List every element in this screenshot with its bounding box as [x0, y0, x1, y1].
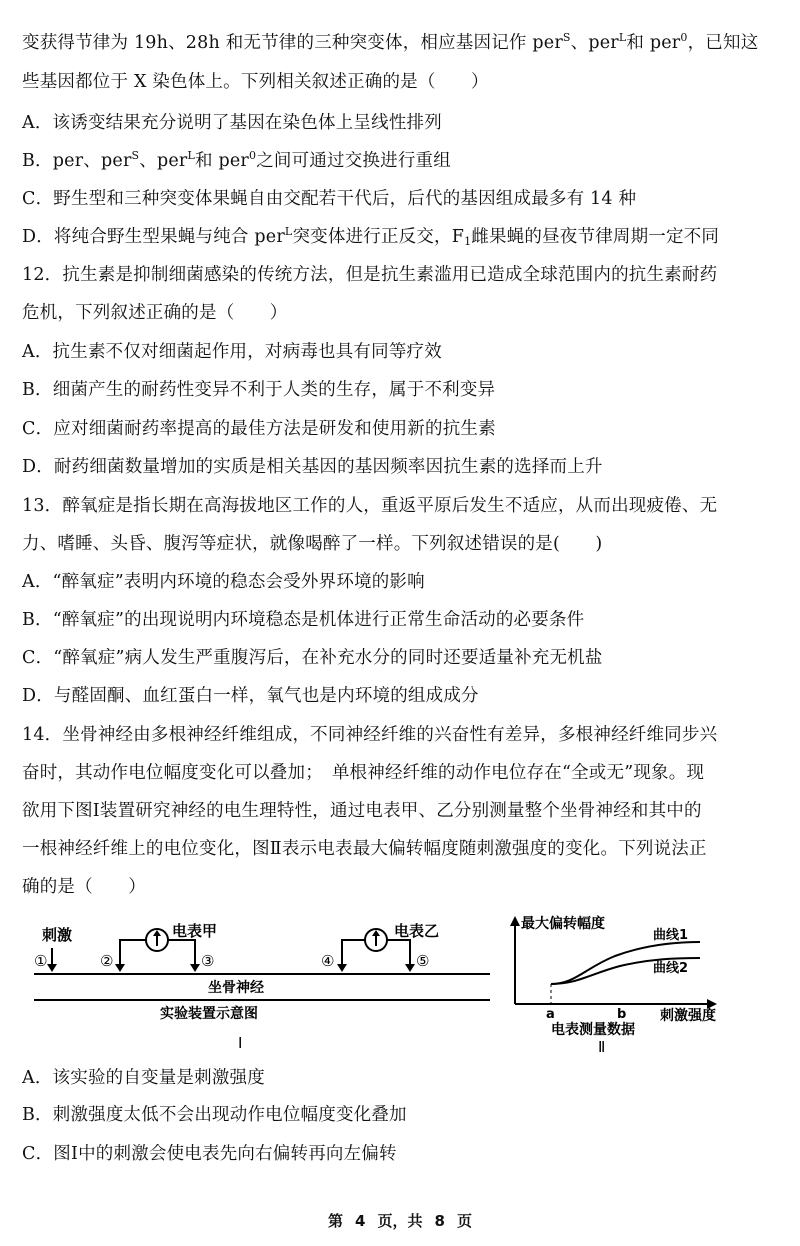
point-1: ①	[34, 952, 48, 970]
q11-line-1: 变获得节律为 19h、28h 和无节律的三种突变体，相应基因记作 per$^S$、per$^L$和 per$^0$，已知这	[22, 31, 759, 53]
q12-option-d: D．耐药细菌数量增加的实质是相关基因的基因频率因抗生素的选择而上升	[22, 457, 603, 477]
q12-option-b: B．细菌产生的耐药性变异不利于人类的生存，属于不利变异	[22, 380, 496, 400]
footer-ye: 页	[456, 1212, 472, 1230]
tick-a: a	[546, 1007, 555, 1022]
arrowhead-4	[337, 964, 347, 972]
y-axis-label: 最大偏转幅度	[521, 916, 605, 932]
q14-line-2: 奋时，其动作电位幅度变化可以叠加； 单根神经纤维的动作电位存在“全或无”现象。现	[22, 763, 705, 783]
arrowhead-2	[115, 964, 125, 972]
y-axis-arrow-icon	[510, 916, 520, 926]
figure-1-numeral: Ⅰ	[238, 1034, 243, 1052]
q14-option-b: B．刺激强度太低不会出现动作电位幅度变化叠加	[22, 1105, 407, 1125]
q12-option-c: C．应对细菌耐药率提高的最佳方法是研发和使用新的抗生素	[22, 419, 496, 439]
nerve-label: 坐骨神经	[208, 980, 264, 996]
tick-b: b	[617, 1007, 627, 1022]
figure-2-graph	[505, 912, 775, 1058]
q11-option-c: C．野生型和三种突变体果蝇自由交配若干代后，后代的基因组成最多有 14 种	[22, 189, 637, 209]
q11-option-b: B．per、per$^S$、per$^L$和 per$^0$之间可通过交换进行重组	[22, 149, 451, 171]
q14-line-4: 一根神经纤维上的电位变化，图Ⅱ表示电表最大偏转幅度随刺激强度的变化。下列说法正	[22, 839, 707, 859]
q13-line-2: 力、嗜睡、头昏、腹泻等症状，就像喝醉了一样。下列叙述错误的是( )	[22, 534, 603, 554]
meter-b-label: 电表乙	[394, 922, 440, 940]
q13-option-c: C．“醉氧症”病人发生严重腹泻后，在补充水分的同时还要适量补充无机盐	[22, 648, 603, 668]
figure-2-caption: 电表测量数据	[551, 1022, 635, 1038]
q14-option-c: C．图Ⅰ中的刺激会使电表先向右偏转再向左偏转	[22, 1144, 397, 1164]
q12-option-a: A．抗生素不仅对细菌起作用，对病毒也具有同等疗效	[22, 342, 442, 362]
q14-line-1: 14．坐骨神经由多根神经纤维组成，不同神经纤维的兴奋性有差异，多根神经纤维同步兴	[22, 725, 718, 745]
footer-di: 第	[328, 1212, 344, 1230]
point-4: ④	[321, 952, 335, 970]
x-axis-label: 刺激强度	[660, 1008, 716, 1024]
curve-2-label: 曲线2	[653, 961, 689, 976]
q14-option-a: A．该实验的自变量是刺激强度	[22, 1068, 265, 1088]
q13-option-d: D．与醛固酮、血红蛋白一样，氧气也是内环境的组成成分	[22, 686, 479, 706]
point-3: ③	[201, 952, 215, 970]
figure-1-apparatus	[30, 918, 500, 1058]
figure-2-numeral: Ⅱ	[598, 1038, 606, 1056]
q13-option-a: A．“醉氧症”表明内环境的稳态会受外界环境的影响	[22, 572, 425, 592]
footer-total-pages: 8	[434, 1212, 445, 1230]
meter-a-label: 电表甲	[172, 922, 218, 940]
q11-option-d: D．将纯合野生型果蝇与纯合 per$^L$突变体进行正反交，$F_1$雌果蝇的昼夜节律周期一定不同	[22, 225, 720, 248]
arrowhead-3	[190, 964, 200, 972]
point-5: ⑤	[416, 952, 430, 970]
q11-option-a: A．该诱变结果充分说明了基因在染色体上呈线性排列	[22, 113, 442, 133]
q11-line-2: 些基因都位于 X 染色体上。下列相关叙述正确的是（ ）	[22, 72, 489, 92]
q13-option-b: B．“醉氧症”的出现说明内环境稳态是机体进行正常生命活动的必要条件	[22, 610, 585, 630]
arrowhead-1	[47, 964, 57, 972]
q13-line-1: 13．醉氧症是指长期在高海拔地区工作的人，重返平原后发生不适应，从而出现疲倦、无	[22, 496, 718, 516]
curve-1-label: 曲线1	[653, 928, 689, 943]
stimulus-label: 刺激	[42, 926, 73, 944]
q14-line-5: 确的是（ ）	[22, 877, 146, 897]
footer-ye-gong: 页，共	[377, 1212, 423, 1230]
q12-line-1: 12．抗生素是抑制细菌感染的传统方法，但是抗生素滥用已造成全球范围内的抗生素耐药	[22, 265, 718, 285]
q14-line-3: 欲用下图Ⅰ装置研究神经的电生理特性，通过电表甲、乙分别测量整个坐骨神经和其中的	[22, 801, 702, 821]
footer-page-number: 4	[355, 1212, 366, 1230]
figure-1-caption: 实验装置示意图	[160, 1006, 258, 1022]
page-footer	[0, 1210, 800, 1231]
point-2: ②	[100, 952, 114, 970]
q12-line-2: 危机，下列叙述正确的是（ ）	[22, 303, 288, 323]
arrowhead-5	[405, 964, 415, 972]
